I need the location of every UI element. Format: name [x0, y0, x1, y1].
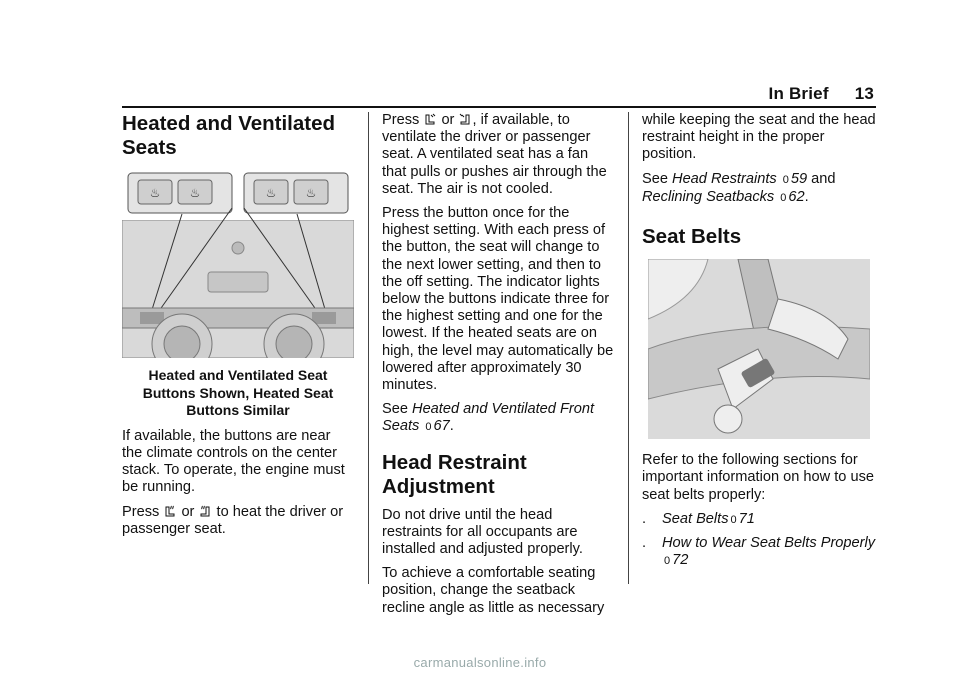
svg-text:♨: ♨ [149, 186, 161, 200]
text-see: See [382, 401, 408, 418]
page-ref-67[interactable]: 67 [433, 418, 450, 435]
paragraph-ventilate-press [382, 112, 614, 198]
page-ref-icon: 0 [730, 513, 737, 526]
list-item [642, 535, 878, 570]
page-ref-icon: 0 [664, 555, 671, 568]
list-item [642, 511, 878, 529]
text-press: Press [382, 112, 420, 128]
text-ventilate-instruction: , if available, to ventilate the driver or passenger seat. A ventilated seat has a fan that pulls or pushes air through the seat. The air is not cooled. [382, 112, 607, 197]
text-or: or [181, 503, 195, 520]
column-2 [382, 112, 614, 624]
column-divider-1 [368, 112, 369, 584]
link-head-restraints[interactable]: Head Restraints [672, 170, 777, 187]
seat-belt-illustration [648, 259, 878, 444]
paragraph-refer: Refer to the following sections for important information on how to use seat belts properly: [642, 452, 875, 503]
link-seat-belts[interactable]: Seat Belts [662, 510, 729, 527]
paragraph-keeping-seat: while keeping the seat and the head restraint height in the proper position. [642, 112, 876, 163]
figure-caption: Heated and Ventilated Seat Buttons Shown, Heated Seat Buttons Similar [142, 367, 334, 419]
text-see: See [642, 170, 668, 187]
seat-buttons-illustration [122, 168, 354, 363]
header-rule [122, 106, 876, 108]
paragraph-do-not-drive: Do not drive until the head restraints for all occupants are installed and adjusted properly. [382, 506, 583, 558]
page-ref-59[interactable]: 59 [790, 170, 808, 187]
page-ref-icon: 0 [425, 421, 432, 434]
svg-text:♨: ♨ [189, 186, 201, 200]
svg-text:♨: ♨ [305, 186, 317, 200]
page-ref-72[interactable]: 72 [672, 552, 689, 569]
link-reclining-seatbacks[interactable]: Reclining Seatbacks [642, 188, 775, 205]
heading-head-restraint: Head Restraint Adjustment [382, 450, 527, 498]
heated-seat-left-icon [163, 504, 177, 518]
paragraph-see-restraints: See Head Restraints 0 59 and Reclining Seatbacks 0 62. [642, 170, 836, 205]
heated-seat-right-icon [198, 504, 212, 518]
heading-heated-seats: Heated and Ventilated Seats [122, 112, 336, 159]
page-number: 13 [854, 84, 874, 103]
page-ref-71[interactable]: 71 [738, 510, 755, 527]
page-ref-icon: 0 [780, 191, 787, 204]
svg-text:♨: ♨ [265, 186, 277, 200]
paragraph-heat-press [122, 504, 354, 538]
page-header [769, 84, 874, 104]
text-press: Press [122, 503, 160, 520]
watermark: carmanualsonline.info [413, 655, 547, 670]
section-title: In Brief [768, 84, 829, 103]
column-1 [122, 112, 354, 545]
bullet-mark: . [642, 535, 647, 552]
heading-seat-belts: Seat Belts [642, 225, 742, 249]
ventilated-seat-left-icon [423, 112, 437, 126]
paragraph-comfortable: To achieve a comfortable seating position, change the seatback recline angle as little as necessary [382, 565, 605, 616]
column-3 [642, 112, 878, 570]
page-ref-icon: 0 [782, 173, 789, 186]
paragraph-settings: Press the button once for the highest setting. With each press of the button, the seat will change to the next lower setting, and then to the off setting. The indicator lights below the buttons indicate three for the highest setting and one for the lowest. If the heated seats are on high, the level may automatically be lowered after approximately 30 minutes. [382, 205, 614, 394]
paragraph-see-heated: See Heated and Ventilated Front Seats 0 67. [382, 401, 595, 435]
page-ref-62[interactable]: 62 [788, 188, 805, 205]
column-divider-2 [628, 112, 629, 584]
paragraph-location: If available, the buttons are near the climate controls on the center stack. To operate, the engine must be running. [122, 427, 345, 496]
text-and: and [811, 170, 836, 187]
text-or: or [441, 112, 455, 128]
text-heat-instruction: to heat the driver or passenger seat. [122, 503, 344, 537]
link-how-to-wear-seat-belts[interactable]: How to Wear Seat Belts Properly [662, 535, 876, 552]
ventilated-seat-right-icon [458, 112, 472, 126]
bullet-mark: . [642, 510, 647, 527]
link-heated-ventilated-front-seats[interactable]: Heated and Ventilated Front Seats [382, 401, 595, 435]
